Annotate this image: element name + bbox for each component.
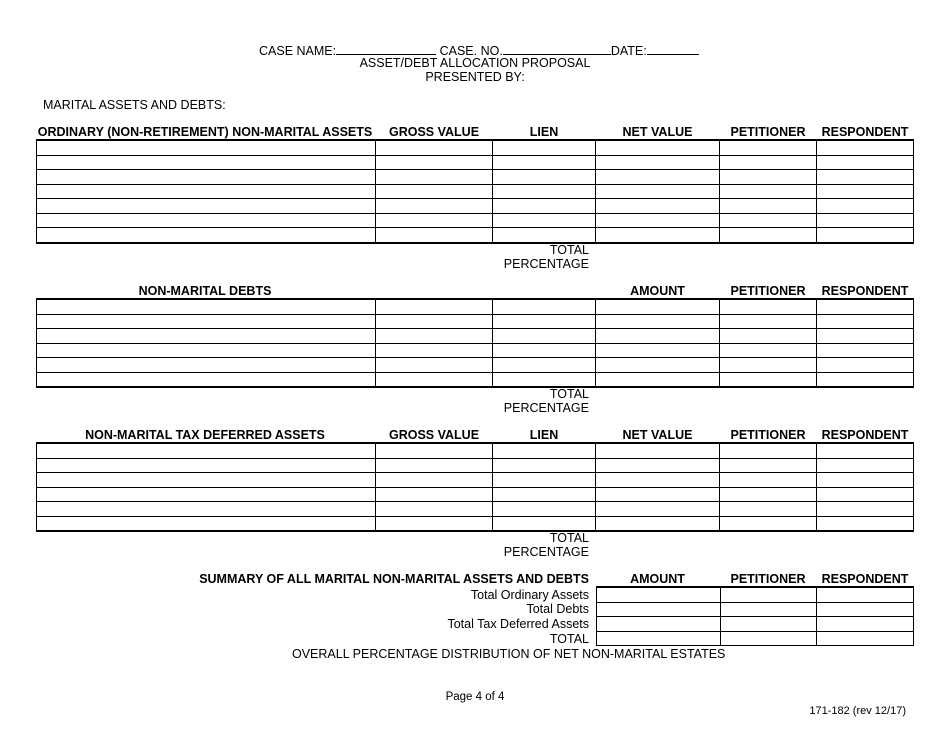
table-cell[interactable] [37, 358, 376, 373]
table-cell[interactable] [37, 458, 376, 473]
table-cell[interactable] [37, 228, 376, 243]
table-cell[interactable] [720, 372, 817, 387]
table-cell[interactable] [817, 343, 914, 358]
s3-header-gross-value: GROSS VALUE [388, 428, 480, 442]
table-cell[interactable] [597, 587, 721, 602]
form-id: 171-182 (rev 12/17) [809, 705, 906, 717]
table-row [37, 314, 914, 329]
table-row [37, 155, 914, 170]
table-cell[interactable] [37, 372, 376, 387]
table-cell[interactable] [375, 487, 493, 502]
s1-header-respondent: RESPONDENT [821, 125, 909, 139]
s1-header-net-value: NET VALUE [622, 125, 693, 139]
table-cell[interactable] [375, 372, 493, 387]
table-cell[interactable] [720, 199, 817, 214]
table-cell[interactable] [596, 473, 720, 488]
table-cell[interactable] [37, 443, 376, 458]
table-cell[interactable] [596, 516, 720, 531]
table-cell[interactable] [817, 213, 914, 228]
table-row [37, 140, 914, 155]
table-cell[interactable] [817, 458, 914, 473]
table-cell[interactable] [375, 140, 493, 155]
table-cell[interactable] [37, 299, 376, 314]
table-cell[interactable] [597, 617, 721, 632]
s3-header-net-value: NET VALUE [622, 428, 693, 442]
table-cell[interactable] [720, 602, 817, 617]
summary-title: SUMMARY OF ALL MARITAL NON-MARITAL ASSETS AND DEBTS [199, 572, 589, 586]
table-cell[interactable] [817, 199, 914, 214]
table-cell[interactable] [817, 228, 914, 243]
table-cell[interactable] [493, 140, 596, 155]
table-cell[interactable] [596, 502, 720, 517]
table-cell[interactable] [37, 516, 376, 531]
table-cell[interactable] [493, 329, 596, 344]
table-cell[interactable] [375, 473, 493, 488]
page-number: Page 4 of 4 [445, 691, 505, 703]
case-name-label: CASE NAME: [259, 44, 337, 58]
summary-row-label: Total Debts [526, 602, 589, 616]
table-cell[interactable] [817, 358, 914, 373]
table-cell[interactable] [720, 329, 817, 344]
case-no-field[interactable] [503, 42, 611, 55]
s3-percentage-label: PERCENTAGE [503, 545, 589, 559]
table-cell[interactable] [817, 184, 914, 199]
table-cell[interactable] [596, 343, 720, 358]
s2-percentage-label: PERCENTAGE [503, 401, 589, 415]
table-cell[interactable] [375, 458, 493, 473]
table-cell[interactable] [37, 140, 376, 155]
table-cell[interactable] [375, 213, 493, 228]
s1-total-label: TOTAL [549, 243, 589, 257]
table-row [37, 228, 914, 243]
s2-header-amount: AMOUNT [630, 284, 685, 298]
s1-header-gross-value: GROSS VALUE [388, 125, 480, 139]
tax-deferred-table [36, 442, 914, 532]
table-cell[interactable] [493, 487, 596, 502]
table-cell[interactable] [375, 155, 493, 170]
table-row [37, 299, 914, 314]
table-cell[interactable] [37, 199, 376, 214]
table-cell[interactable] [375, 228, 493, 243]
s2-header-description: NON-MARITAL DEBTS [138, 284, 272, 298]
table-cell[interactable] [375, 314, 493, 329]
table-cell[interactable] [493, 516, 596, 531]
s1-header-lien: LIEN [529, 125, 559, 139]
table-cell[interactable] [597, 631, 721, 646]
table-cell[interactable] [37, 155, 376, 170]
table-row [37, 343, 914, 358]
table-cell[interactable] [493, 213, 596, 228]
s2-header-respondent: RESPONDENT [821, 284, 909, 298]
table-cell[interactable] [493, 458, 596, 473]
s2-total-label: TOTAL [549, 387, 589, 401]
table-cell[interactable] [817, 473, 914, 488]
table-cell[interactable] [817, 516, 914, 531]
table-cell[interactable] [817, 487, 914, 502]
table-cell[interactable] [720, 299, 817, 314]
table-cell[interactable] [375, 502, 493, 517]
table-cell[interactable] [37, 473, 376, 488]
table-row [37, 184, 914, 199]
table-cell[interactable] [720, 314, 817, 329]
table-cell[interactable] [375, 358, 493, 373]
table-cell[interactable] [720, 516, 817, 531]
marital-label: MARITAL ASSETS AND DEBTS: [43, 98, 226, 112]
table-cell[interactable] [493, 473, 596, 488]
table-row [597, 617, 914, 632]
table-cell[interactable] [596, 199, 720, 214]
table-cell[interactable] [375, 516, 493, 531]
table-cell[interactable] [596, 358, 720, 373]
table-cell[interactable] [375, 443, 493, 458]
s3-header-petitioner: PETITIONER [730, 428, 806, 442]
table-row [597, 587, 914, 602]
table-cell[interactable] [596, 458, 720, 473]
table-cell[interactable] [720, 358, 817, 373]
table-row [597, 631, 914, 646]
s3-header-lien: LIEN [529, 428, 559, 442]
table-cell[interactable] [720, 487, 817, 502]
table-cell[interactable] [720, 443, 817, 458]
table-cell[interactable] [493, 228, 596, 243]
table-cell[interactable] [493, 184, 596, 199]
table-cell[interactable] [37, 502, 376, 517]
table-cell[interactable] [817, 329, 914, 344]
table-cell[interactable] [493, 199, 596, 214]
table-cell[interactable] [596, 155, 720, 170]
table-cell[interactable] [375, 170, 493, 185]
table-cell[interactable] [375, 199, 493, 214]
table-row [37, 516, 914, 531]
table-cell[interactable] [493, 443, 596, 458]
table-row [37, 170, 914, 185]
table-cell[interactable] [37, 184, 376, 199]
table-cell[interactable] [375, 299, 493, 314]
s3-header-description: NON-MARITAL TAX DEFERRED ASSETS [85, 428, 325, 442]
s1-percentage-label: PERCENTAGE [503, 257, 589, 271]
table-cell[interactable] [596, 443, 720, 458]
table-cell[interactable] [493, 299, 596, 314]
table-cell[interactable] [817, 617, 914, 632]
table-cell[interactable] [817, 155, 914, 170]
table-cell[interactable] [720, 458, 817, 473]
table-cell[interactable] [493, 343, 596, 358]
table-cell[interactable] [720, 155, 817, 170]
debts-table [36, 298, 914, 388]
table-cell[interactable] [37, 329, 376, 344]
table-cell[interactable] [817, 587, 914, 602]
table-cell[interactable] [720, 170, 817, 185]
summary-row-label: TOTAL [549, 632, 589, 646]
table-cell[interactable] [493, 372, 596, 387]
table-cell[interactable] [720, 502, 817, 517]
table-row [37, 458, 914, 473]
table-cell[interactable] [37, 487, 376, 502]
table-cell[interactable] [720, 343, 817, 358]
summary-header-respondent: RESPONDENT [821, 572, 909, 586]
assets-table [36, 139, 914, 244]
date-field[interactable] [647, 42, 699, 55]
s1-header-description: ORDINARY (NON-RETIREMENT) NON-MARITAL ASSETS [37, 125, 373, 139]
case-no-label: CASE. NO. [439, 44, 503, 58]
overall-percentage-label: OVERALL PERCENTAGE DISTRIBUTION OF NET NON-MARITAL ESTATES [292, 647, 726, 661]
table-cell[interactable] [596, 487, 720, 502]
table-cell[interactable] [493, 155, 596, 170]
table-cell[interactable] [596, 140, 720, 155]
table-cell[interactable] [720, 587, 817, 602]
table-cell[interactable] [817, 372, 914, 387]
date-label: DATE: [610, 44, 647, 58]
table-cell[interactable] [720, 617, 817, 632]
table-cell[interactable] [817, 502, 914, 517]
table-cell[interactable] [720, 184, 817, 199]
table-row [37, 358, 914, 373]
table-cell[interactable] [493, 358, 596, 373]
table-row [37, 502, 914, 517]
case-name-field[interactable] [336, 42, 436, 55]
table-cell[interactable] [597, 602, 721, 617]
table-cell[interactable] [596, 314, 720, 329]
table-row [37, 372, 914, 387]
table-cell[interactable] [596, 329, 720, 344]
table-cell[interactable] [493, 314, 596, 329]
table-cell[interactable] [375, 329, 493, 344]
table-cell[interactable] [817, 314, 914, 329]
table-cell[interactable] [375, 184, 493, 199]
table-cell[interactable] [720, 140, 817, 155]
table-cell[interactable] [37, 343, 376, 358]
table-cell[interactable] [720, 473, 817, 488]
table-cell[interactable] [596, 170, 720, 185]
table-cell[interactable] [596, 228, 720, 243]
table-cell[interactable] [596, 184, 720, 199]
table-cell[interactable] [493, 502, 596, 517]
table-cell[interactable] [596, 372, 720, 387]
presented-by: PRESENTED BY: [425, 70, 525, 84]
table-cell[interactable] [37, 314, 376, 329]
table-row [37, 329, 914, 344]
table-cell[interactable] [720, 228, 817, 243]
table-cell[interactable] [720, 213, 817, 228]
table-row [37, 473, 914, 488]
table-row [37, 487, 914, 502]
table-row [597, 602, 914, 617]
summary-table [596, 586, 914, 646]
table-cell[interactable] [596, 299, 720, 314]
table-cell[interactable] [817, 602, 914, 617]
table-row [37, 443, 914, 458]
table-cell[interactable] [817, 299, 914, 314]
summary-header-petitioner: PETITIONER [730, 572, 806, 586]
table-cell[interactable] [493, 170, 596, 185]
s3-header-respondent: RESPONDENT [821, 428, 909, 442]
table-cell[interactable] [37, 213, 376, 228]
summary-header-amount: AMOUNT [630, 572, 685, 586]
summary-row-label: Total Ordinary Assets [470, 588, 589, 602]
s3-total-label: TOTAL [549, 531, 589, 545]
form-title: ASSET/DEBT ALLOCATION PROPOSAL [359, 56, 591, 70]
table-cell[interactable] [596, 213, 720, 228]
table-cell[interactable] [720, 631, 817, 646]
summary-row-label: Total Tax Deferred Assets [447, 617, 589, 631]
table-cell[interactable] [817, 443, 914, 458]
s2-header-petitioner: PETITIONER [730, 284, 806, 298]
table-row [37, 199, 914, 214]
table-cell[interactable] [817, 140, 914, 155]
table-cell[interactable] [37, 170, 376, 185]
table-cell[interactable] [817, 170, 914, 185]
table-cell[interactable] [375, 343, 493, 358]
table-row [37, 213, 914, 228]
table-cell[interactable] [817, 631, 914, 646]
s1-header-petitioner: PETITIONER [730, 125, 806, 139]
